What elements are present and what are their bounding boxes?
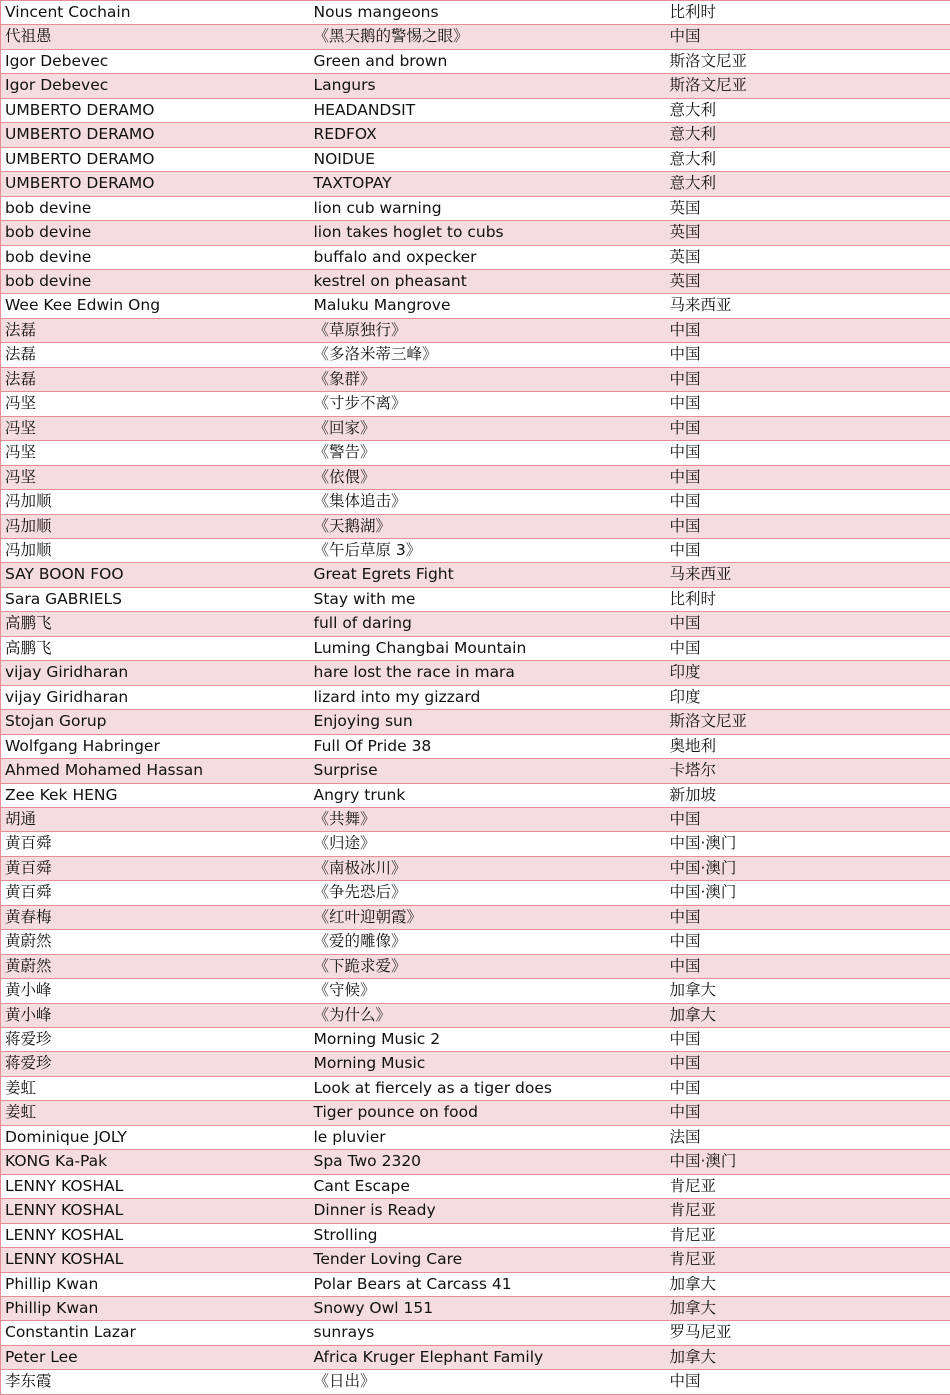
author-cell: UMBERTO DERAMO	[1, 172, 310, 196]
author-cell: bob devine	[1, 269, 310, 293]
country-cell: 中国	[666, 25, 950, 49]
table-row	[1, 930, 950, 954]
table-row	[1, 1248, 950, 1272]
author-cell: 黄百舜	[1, 856, 310, 880]
title-cell: Green and brown	[310, 49, 666, 73]
table-row	[1, 1101, 950, 1125]
title-cell: 《日出》	[310, 1370, 666, 1394]
title-cell: lion takes hoglet to cubs	[310, 221, 666, 245]
table-row	[1, 1028, 950, 1052]
title-cell: 《集体追击》	[310, 490, 666, 514]
title-cell: 《争先恐后》	[310, 881, 666, 905]
table-row	[1, 245, 950, 269]
country-cell: 法国	[666, 1125, 950, 1149]
title-cell: Maluku Mangrove	[310, 294, 666, 318]
country-cell: 奥地利	[666, 734, 950, 758]
country-cell: 中国	[666, 1028, 950, 1052]
country-cell: 中国	[666, 1052, 950, 1076]
title-cell: 《红叶迎朝霞》	[310, 905, 666, 929]
title-cell: Stay with me	[310, 587, 666, 611]
title-cell: 《象群》	[310, 367, 666, 391]
country-cell: 意大利	[666, 123, 950, 147]
table-row	[1, 1150, 950, 1174]
table-row	[1, 905, 950, 929]
table-row	[1, 661, 950, 685]
table-row	[1, 74, 950, 98]
country-cell: 斯洛文尼亚	[666, 74, 950, 98]
table-row	[1, 710, 950, 734]
country-cell: 英国	[666, 221, 950, 245]
title-cell: Cant Escape	[310, 1174, 666, 1198]
table-row	[1, 172, 950, 196]
table-row	[1, 416, 950, 440]
country-cell: 罗马尼亚	[666, 1321, 950, 1345]
table-row	[1, 979, 950, 1003]
country-cell: 肯尼亚	[666, 1248, 950, 1272]
author-cell: bob devine	[1, 221, 310, 245]
country-cell: 中国	[666, 318, 950, 342]
table-row	[1, 147, 950, 171]
author-cell: KONG Ka-Pak	[1, 1150, 310, 1174]
country-cell: 英国	[666, 245, 950, 269]
country-cell: 斯洛文尼亚	[666, 710, 950, 734]
author-cell: 高鹏飞	[1, 612, 310, 636]
author-cell: 冯坚	[1, 392, 310, 416]
author-cell: 黄蔚然	[1, 954, 310, 978]
country-cell: 加拿大	[666, 1345, 950, 1369]
author-cell: Vincent Cochain	[1, 1, 310, 25]
author-cell: 冯坚	[1, 441, 310, 465]
table-row	[1, 441, 950, 465]
table-row	[1, 807, 950, 831]
country-cell: 加拿大	[666, 1003, 950, 1027]
author-cell: bob devine	[1, 245, 310, 269]
author-cell: Phillip Kwan	[1, 1272, 310, 1296]
country-cell: 中国	[666, 538, 950, 562]
country-cell: 中国	[666, 905, 950, 929]
title-cell: Tender Loving Care	[310, 1248, 666, 1272]
table-row	[1, 1272, 950, 1296]
author-cell: Sara GABRIELS	[1, 587, 310, 611]
author-cell: Igor Debevec	[1, 74, 310, 98]
title-cell: 《爱的雕像》	[310, 930, 666, 954]
title-cell: Surprise	[310, 759, 666, 783]
table-row	[1, 490, 950, 514]
table-row	[1, 367, 950, 391]
table-row	[1, 636, 950, 660]
title-cell: Look at fiercely as a tiger does	[310, 1076, 666, 1100]
title-cell: 《草原独行》	[310, 318, 666, 342]
author-cell: vijay Giridharan	[1, 685, 310, 709]
country-cell: 中国	[666, 392, 950, 416]
author-cell: LENNY KOSHAL	[1, 1199, 310, 1223]
country-cell: 加拿大	[666, 979, 950, 1003]
table-row	[1, 1321, 950, 1345]
table-row	[1, 685, 950, 709]
table-row	[1, 465, 950, 489]
title-cell: Polar Bears at Carcass 41	[310, 1272, 666, 1296]
author-cell: Wolfgang Habringer	[1, 734, 310, 758]
country-cell: 加拿大	[666, 1297, 950, 1321]
title-cell: 《依偎》	[310, 465, 666, 489]
table-row	[1, 196, 950, 220]
country-cell: 中国	[666, 1370, 950, 1394]
country-cell: 肯尼亚	[666, 1174, 950, 1198]
author-cell: 黄百舜	[1, 881, 310, 905]
title-cell: buffalo and oxpecker	[310, 245, 666, 269]
title-cell: sunrays	[310, 1321, 666, 1345]
country-cell: 中国	[666, 612, 950, 636]
table-row	[1, 563, 950, 587]
title-cell: lion cub warning	[310, 196, 666, 220]
country-cell: 中国	[666, 636, 950, 660]
country-cell: 斯洛文尼亚	[666, 49, 950, 73]
country-cell: 中国·澳门	[666, 881, 950, 905]
author-cell: 冯加顺	[1, 490, 310, 514]
title-cell: hare lost the race in mara	[310, 661, 666, 685]
country-cell: 比利时	[666, 1, 950, 25]
country-cell: 肯尼亚	[666, 1199, 950, 1223]
title-cell: REDFOX	[310, 123, 666, 147]
table-row	[1, 612, 950, 636]
table-row	[1, 1, 950, 25]
author-cell: Ahmed Mohamed Hassan	[1, 759, 310, 783]
author-cell: UMBERTO DERAMO	[1, 98, 310, 122]
table-row	[1, 783, 950, 807]
country-cell: 印度	[666, 661, 950, 685]
table-row	[1, 538, 950, 562]
country-cell: 中国·澳门	[666, 832, 950, 856]
author-cell: UMBERTO DERAMO	[1, 123, 310, 147]
table-row	[1, 759, 950, 783]
title-cell: 《共舞》	[310, 807, 666, 831]
country-cell: 中国	[666, 416, 950, 440]
title-cell: 《归途》	[310, 832, 666, 856]
author-cell: 姜虹	[1, 1101, 310, 1125]
title-cell: 《寸步不离》	[310, 392, 666, 416]
author-cell: 高鹏飞	[1, 636, 310, 660]
country-cell: 比利时	[666, 587, 950, 611]
country-cell: 中国	[666, 930, 950, 954]
table-row	[1, 294, 950, 318]
country-cell: 意大利	[666, 98, 950, 122]
table-row	[1, 1345, 950, 1369]
author-cell: 代祖愚	[1, 25, 310, 49]
author-cell: Phillip Kwan	[1, 1297, 310, 1321]
author-cell: Zee Kek HENG	[1, 783, 310, 807]
country-cell: 中国	[666, 441, 950, 465]
author-cell: Stojan Gorup	[1, 710, 310, 734]
country-cell: 英国	[666, 269, 950, 293]
title-cell: Enjoying sun	[310, 710, 666, 734]
author-cell: Dominique JOLY	[1, 1125, 310, 1149]
country-cell: 卡塔尔	[666, 759, 950, 783]
country-cell: 中国	[666, 954, 950, 978]
title-cell: Dinner is Ready	[310, 1199, 666, 1223]
title-cell: 《南极冰川》	[310, 856, 666, 880]
author-cell: 黄百舜	[1, 832, 310, 856]
author-cell: UMBERTO DERAMO	[1, 147, 310, 171]
country-cell: 中国	[666, 1076, 950, 1100]
author-cell: LENNY KOSHAL	[1, 1174, 310, 1198]
author-cell: 姜虹	[1, 1076, 310, 1100]
table-row	[1, 392, 950, 416]
author-cell: Igor Debevec	[1, 49, 310, 73]
author-cell: 蒋爱珍	[1, 1052, 310, 1076]
author-cell: LENNY KOSHAL	[1, 1223, 310, 1247]
title-cell: le pluvier	[310, 1125, 666, 1149]
country-cell: 印度	[666, 685, 950, 709]
author-cell: SAY BOON FOO	[1, 563, 310, 587]
title-cell: kestrel on pheasant	[310, 269, 666, 293]
table-row	[1, 318, 950, 342]
country-cell: 中国·澳门	[666, 856, 950, 880]
table-row	[1, 1125, 950, 1149]
table-row	[1, 514, 950, 538]
title-cell: 《警告》	[310, 441, 666, 465]
title-cell: 《下跪求爱》	[310, 954, 666, 978]
title-cell: Angry trunk	[310, 783, 666, 807]
author-cell: 黄春梅	[1, 905, 310, 929]
title-cell: Luming Changbai Mountain	[310, 636, 666, 660]
table-row	[1, 1174, 950, 1198]
table-row	[1, 25, 950, 49]
title-cell: Morning Music 2	[310, 1028, 666, 1052]
author-cell: 蒋爱珍	[1, 1028, 310, 1052]
author-cell: bob devine	[1, 196, 310, 220]
title-cell: Tiger pounce on food	[310, 1101, 666, 1125]
title-cell: NOIDUE	[310, 147, 666, 171]
author-cell: 冯坚	[1, 416, 310, 440]
table-row	[1, 1199, 950, 1223]
title-cell: lizard into my gizzard	[310, 685, 666, 709]
table-row	[1, 221, 950, 245]
title-cell: 《回家》	[310, 416, 666, 440]
table-row	[1, 1297, 950, 1321]
author-cell: 李东霞	[1, 1370, 310, 1394]
author-cell: LENNY KOSHAL	[1, 1248, 310, 1272]
country-cell: 中国·澳门	[666, 1150, 950, 1174]
table-row	[1, 123, 950, 147]
author-cell: 法磊	[1, 343, 310, 367]
title-cell: 《午后草原 3》	[310, 538, 666, 562]
title-cell: Morning Music	[310, 1052, 666, 1076]
author-cell: 黄小峰	[1, 979, 310, 1003]
table-row	[1, 587, 950, 611]
author-cell: Peter Lee	[1, 1345, 310, 1369]
title-cell: 《为什么》	[310, 1003, 666, 1027]
country-cell: 马来西亚	[666, 294, 950, 318]
table-row	[1, 98, 950, 122]
author-cell: 黄蔚然	[1, 930, 310, 954]
author-cell: 胡通	[1, 807, 310, 831]
title-cell: Spa Two 2320	[310, 1150, 666, 1174]
country-cell: 肯尼亚	[666, 1223, 950, 1247]
country-cell: 中国	[666, 367, 950, 391]
author-cell: 冯坚	[1, 465, 310, 489]
table-row	[1, 1223, 950, 1247]
title-cell: 《守候》	[310, 979, 666, 1003]
title-cell: Strolling	[310, 1223, 666, 1247]
entries-table-body	[1, 1, 950, 1395]
table-row	[1, 832, 950, 856]
title-cell: Nous mangeons	[310, 1, 666, 25]
table-row	[1, 269, 950, 293]
title-cell: TAXTOPAY	[310, 172, 666, 196]
author-cell: Constantin Lazar	[1, 1321, 310, 1345]
country-cell: 意大利	[666, 172, 950, 196]
country-cell: 中国	[666, 1101, 950, 1125]
table-row	[1, 1052, 950, 1076]
country-cell: 马来西亚	[666, 563, 950, 587]
title-cell: Snowy Owl 151	[310, 1297, 666, 1321]
author-cell: 法磊	[1, 367, 310, 391]
country-cell: 中国	[666, 465, 950, 489]
table-row	[1, 343, 950, 367]
title-cell: full of daring	[310, 612, 666, 636]
country-cell: 中国	[666, 343, 950, 367]
title-cell: Africa Kruger Elephant Family	[310, 1345, 666, 1369]
author-cell: vijay Giridharan	[1, 661, 310, 685]
table-row	[1, 1076, 950, 1100]
author-cell: 冯加顺	[1, 514, 310, 538]
table-row	[1, 1370, 950, 1394]
author-cell: Wee Kee Edwin Ong	[1, 294, 310, 318]
author-cell: 法磊	[1, 318, 310, 342]
table-row	[1, 1003, 950, 1027]
title-cell: HEADANDSIT	[310, 98, 666, 122]
title-cell: 《多洛米蒂三峰》	[310, 343, 666, 367]
country-cell: 中国	[666, 514, 950, 538]
country-cell: 加拿大	[666, 1272, 950, 1296]
country-cell: 新加坡	[666, 783, 950, 807]
author-cell: 黄小峰	[1, 1003, 310, 1027]
country-cell: 英国	[666, 196, 950, 220]
table-row	[1, 49, 950, 73]
title-cell: Great Egrets Fight	[310, 563, 666, 587]
country-cell: 意大利	[666, 147, 950, 171]
table-row	[1, 734, 950, 758]
country-cell: 中国	[666, 807, 950, 831]
table-row	[1, 881, 950, 905]
author-cell: 冯加顺	[1, 538, 310, 562]
table-row	[1, 954, 950, 978]
title-cell: Full Of Pride 38	[310, 734, 666, 758]
title-cell: Langurs	[310, 74, 666, 98]
table-row	[1, 856, 950, 880]
title-cell: 《天鹅湖》	[310, 514, 666, 538]
country-cell: 中国	[666, 490, 950, 514]
title-cell: 《黑天鹅的警惕之眼》	[310, 25, 666, 49]
